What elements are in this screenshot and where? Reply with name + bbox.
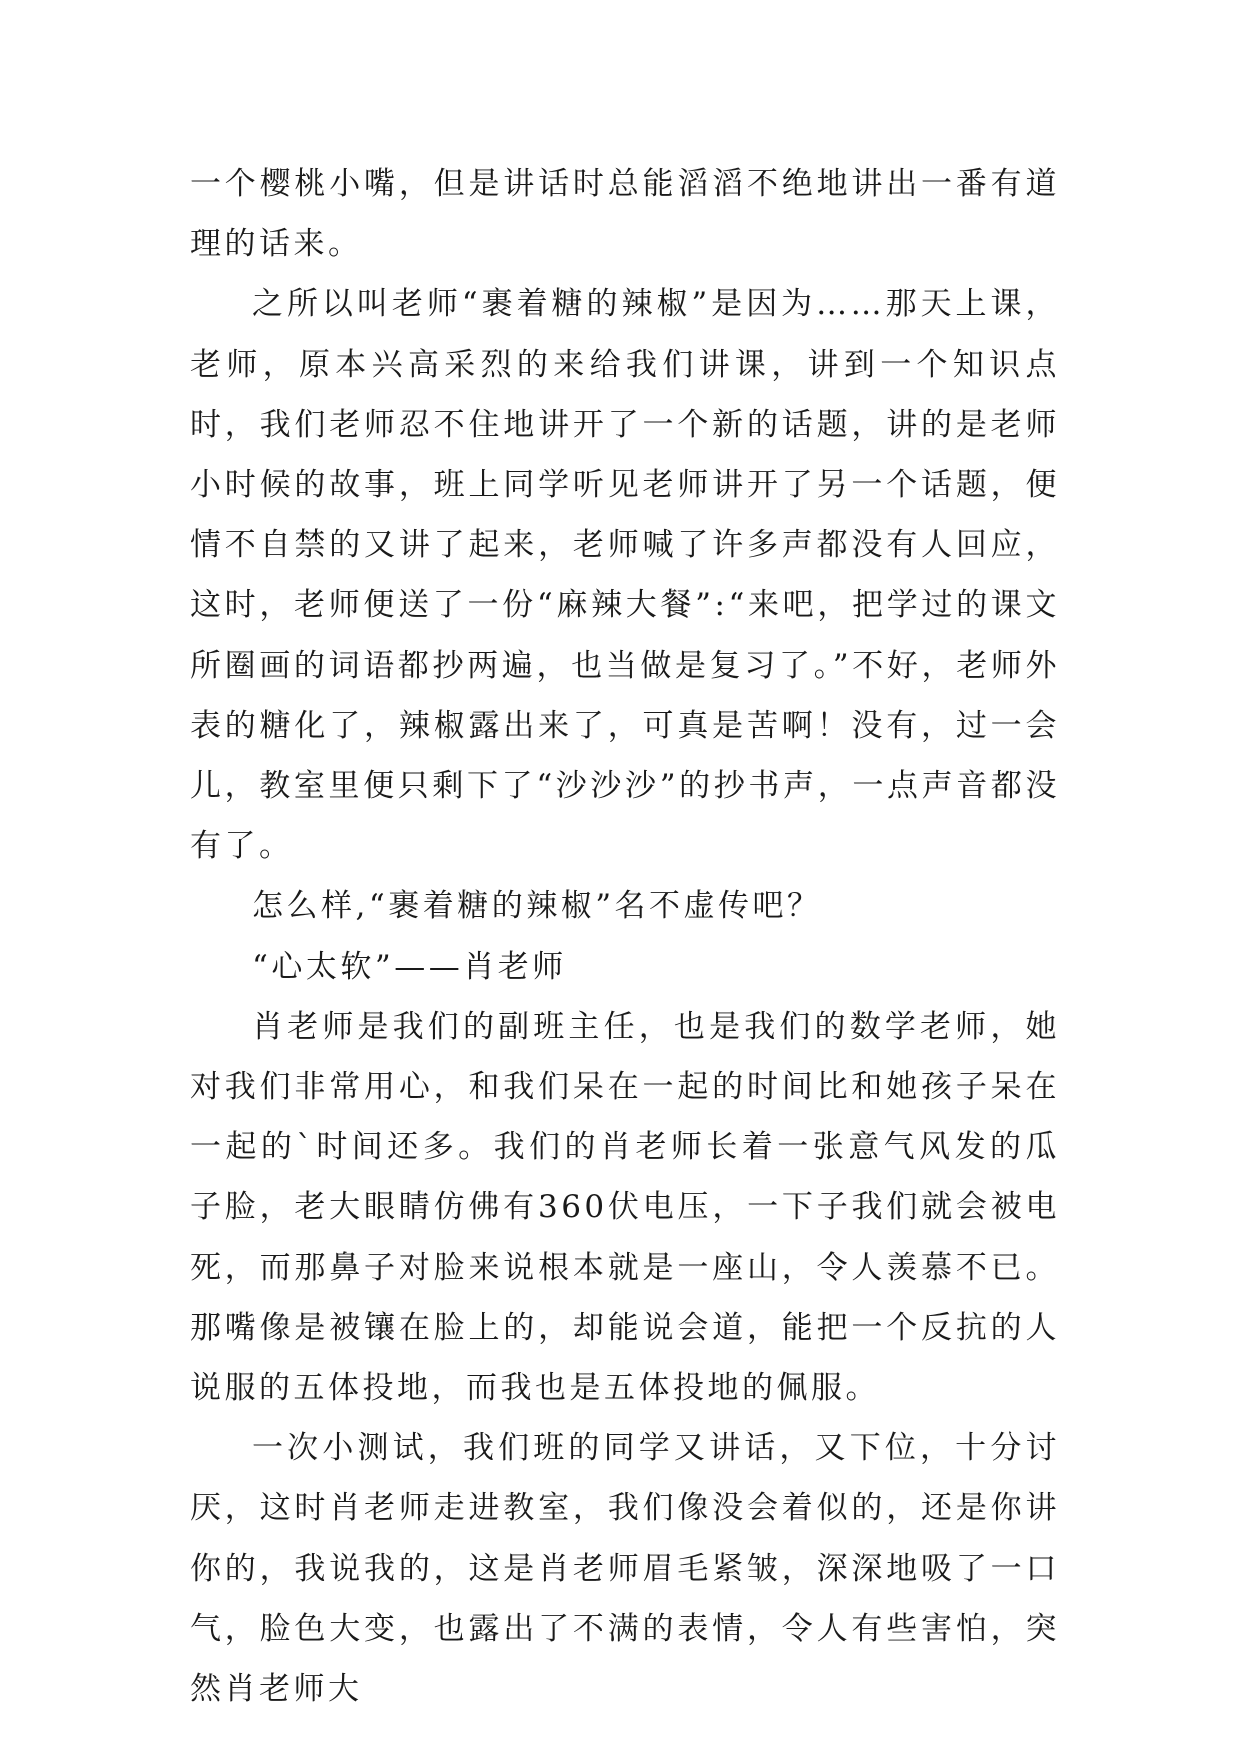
paragraph-candied-pepper-story: 之所以叫老师“裹着糖的辣椒”是因为……那天上课，老师，原本兴高采烈的来给我们讲课，讲到一个知识点时，我们老师忍不住地讲开了一个新的话题，讲的是老师小时候的故事，班上同学听见老师讲开了另一个话题，便情不自禁的又讲了起来，老师喊了许多声都没有人回应，这时，老师便送了一份“麻辣大餐”:“来吧，把学过的课文所圈画的词语都抄两遍，也当做是复习了。”不好，老师外表的糖化了，辣椒露出来了，可真是苦啊！没有，过一会儿，教室里便只剩下了“沙沙沙”的抄书声，一点声音都没有了。 (190, 286, 1060, 865)
paragraph-conclusion: 怎么样,“裹着糖的辣椒”名不虚传吧？ (252, 888, 822, 925)
paragraph-teacher-xiao-intro: 肖老师是我们的副班主任，也是我们的数学老师，她对我们非常用心，和我们呆在一起的时间比和她孩子呆在一起的`时间还多。我们的肖老师长着一张意气风发的瓜子脸，老大眼睛仿佛有360伏电压，一下子我们就会被电死，而那鼻子对脸来说根本就是一座山，令人羡慕不已。那嘴像是被镶在脸上的，却能说会道，能把一个反抗的人说服的五体投地，而我也是五体投地的佩服。 (190, 1008, 1060, 1407)
paragraph-continuation: 一个樱桃小嘴，但是讲话时总能滔滔不绝地讲出一番有道理的话来。 (190, 166, 1060, 263)
document-body (190, 154, 1060, 1719)
section-heading-soft-hearted: “心太软”——肖老师 (252, 948, 567, 985)
paragraph-quiz-story: 一次小测试，我们班的同学又讲话，又下位，十分讨厌，这时肖老师走进教室，我们像没会着似的，还是你讲你的，我说我的，这是肖老师眉毛紧皱，深深地吸了一口气，脸色大变，也露出了不满的表情，令人有些害怕，突然肖老师大 (190, 1430, 1060, 1708)
